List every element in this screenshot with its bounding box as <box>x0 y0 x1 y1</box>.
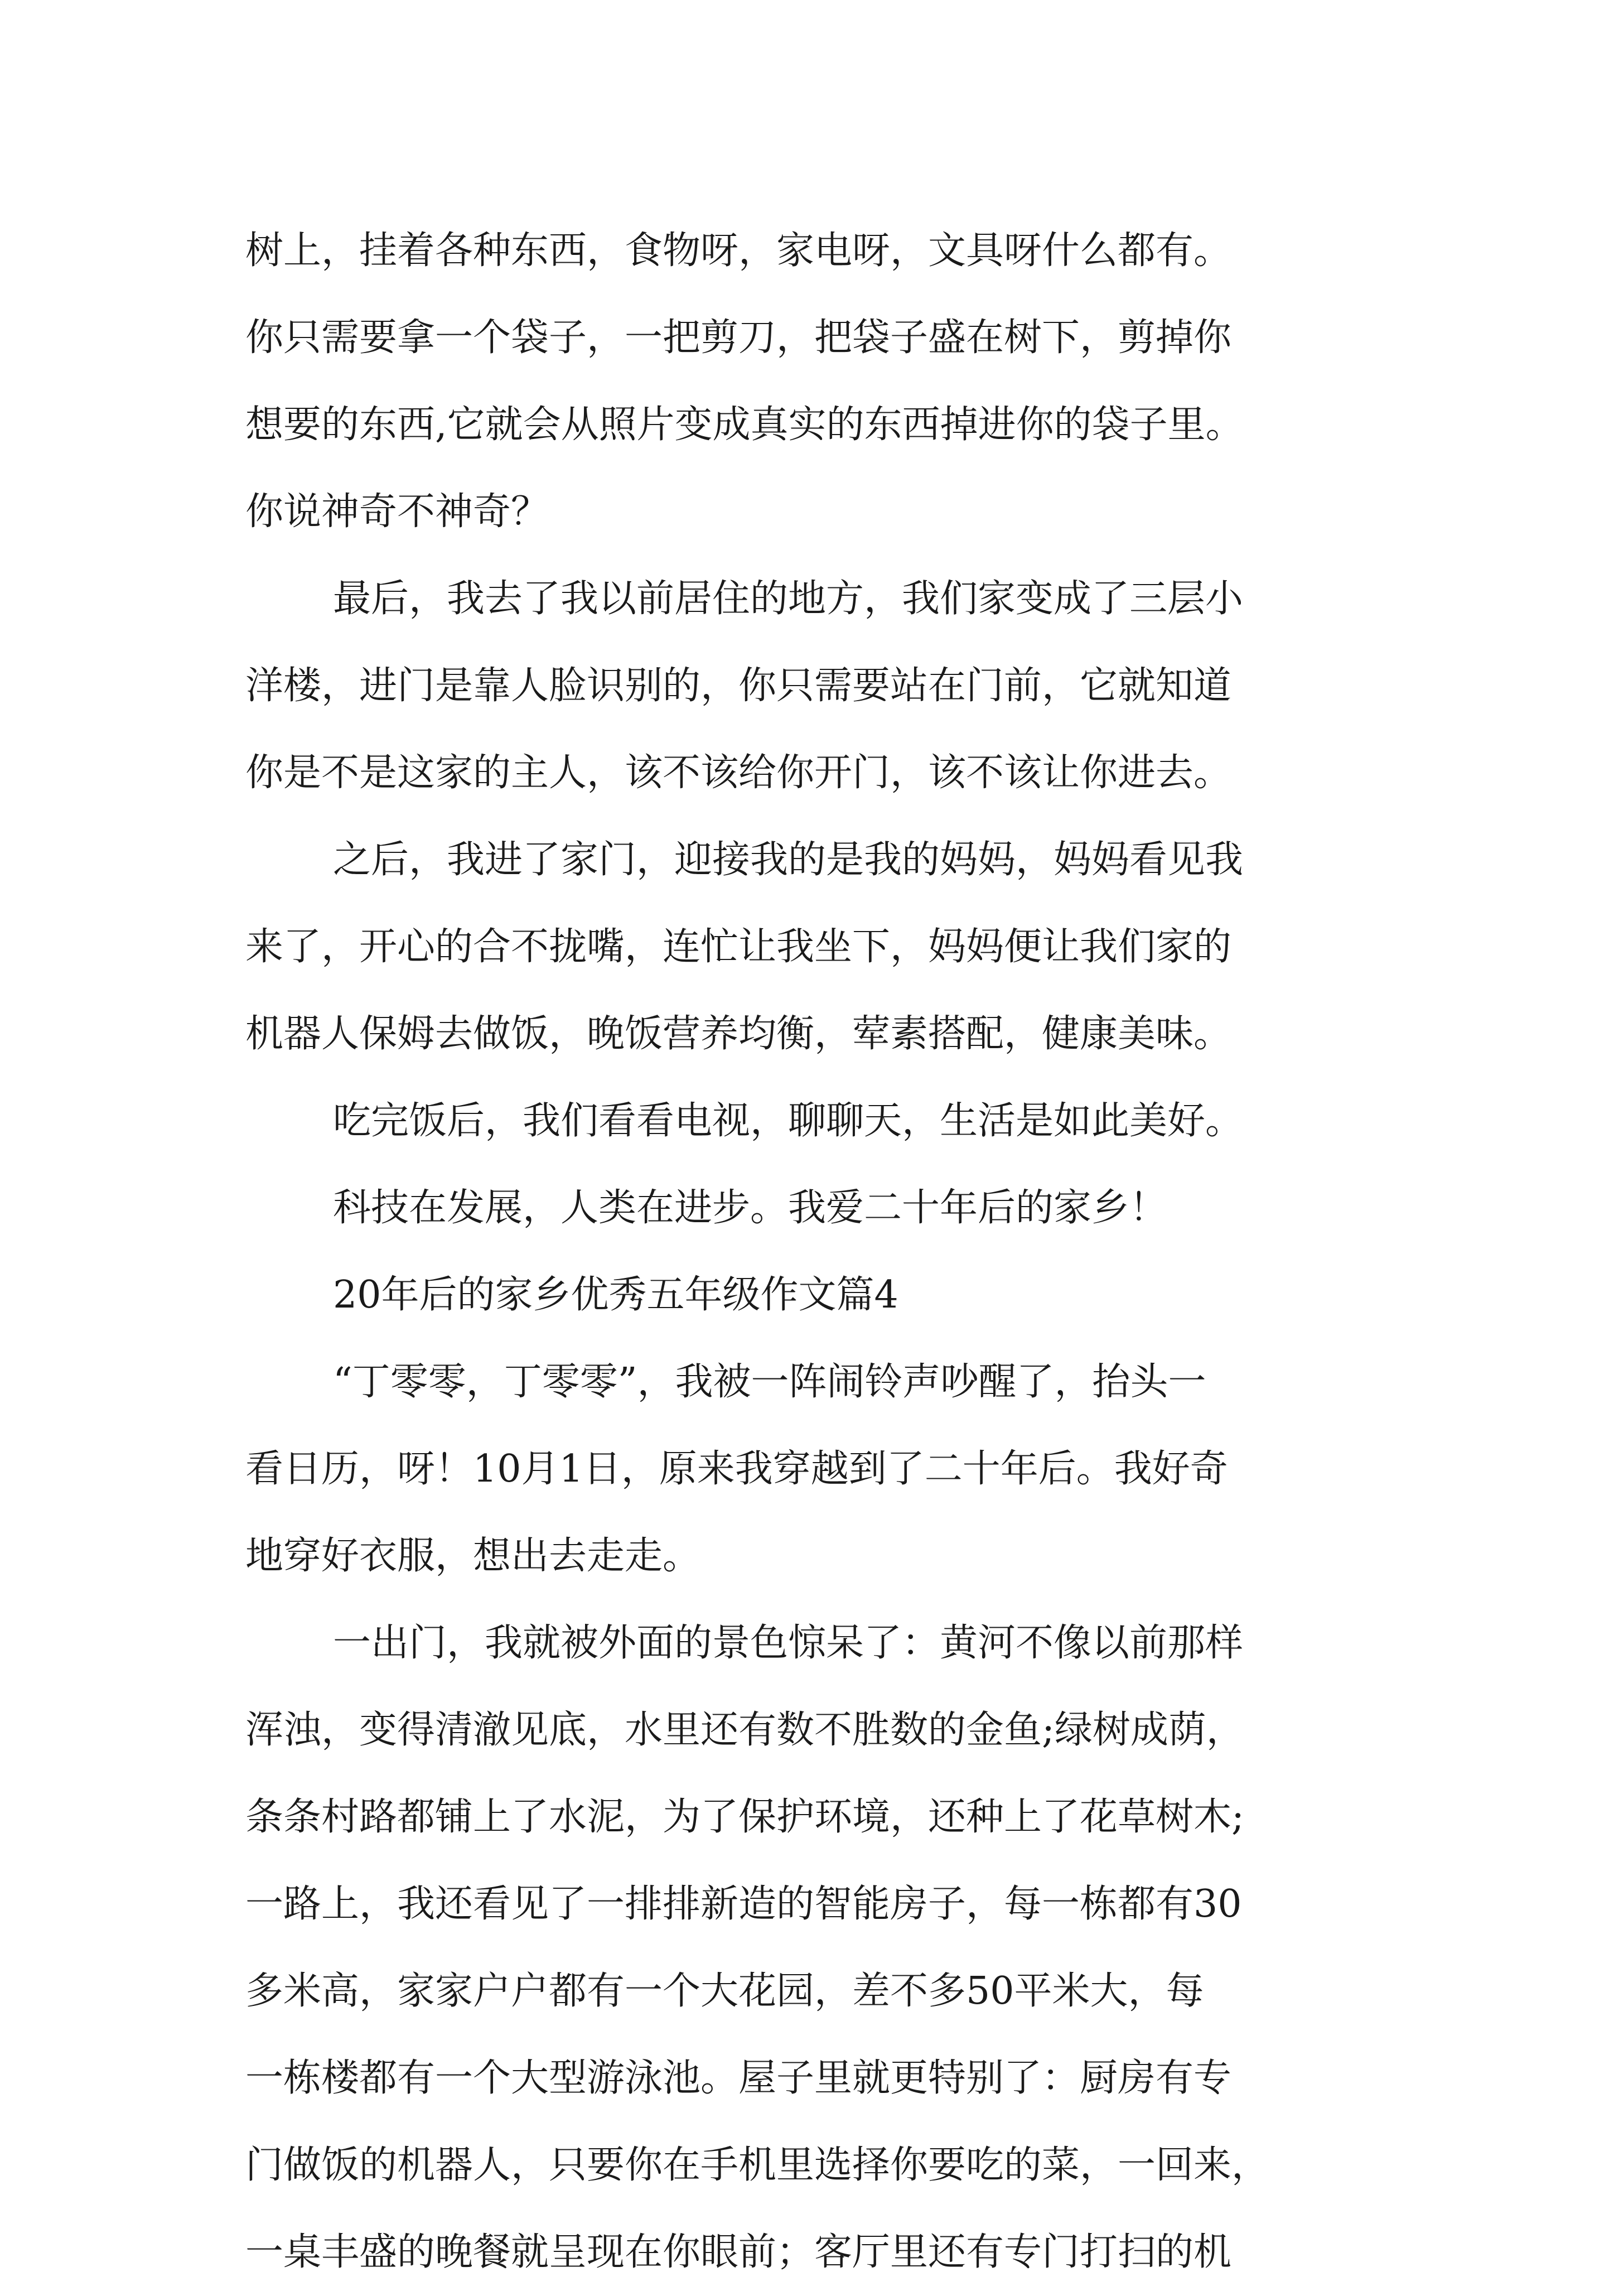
paragraph-start-line: 科技在发展，人类在进步。我爱二十年后的家乡！ <box>333 1186 1168 1230</box>
text-line: 一路上，我还看见了一排排新造的智能房子，每一栋都有30 <box>245 1882 1242 1926</box>
text-line: 门做饭的机器人，只要你在手机里选择你要吃的菜，一回来， <box>245 2143 1270 2187</box>
paragraph-start-line: 之后，我进了家门，迎接我的是我的妈妈，妈妈看见我 <box>333 838 1244 882</box>
text-line: 来了，开心的合不拢嘴，连忙让我坐下，妈妈便让我们家的 <box>245 925 1232 969</box>
text-line: 一栋楼都有一个大型游泳池。屋子里就更特别了：厨房有专 <box>245 2056 1232 2100</box>
text-line: 浑浊，变得清澈见底，水里还有数不胜数的金鱼;绿树成荫， <box>245 1708 1244 1752</box>
paragraph-start-line: 一出门，我就被外面的景色惊呆了：黄河不像以前那样 <box>333 1621 1244 1665</box>
text-line: 条条村路都铺上了水泥，为了保护环境，还种上了花草树木; <box>245 1795 1244 1839</box>
document-body <box>245 208 1428 2296</box>
section-heading: 20年后的家乡优秀五年级作文篇4 <box>333 1273 898 1317</box>
paragraph-start-line: 吃完饭后，我们看看电视，聊聊天，生活是如此美好。 <box>333 1099 1244 1143</box>
text-line: 看日历，呀！10月1日，原来我穿越到了二十年后。我好奇 <box>245 1447 1228 1491</box>
text-line: 你只需要拿一个袋子，一把剪刀，把袋子盛在树下，剪掉你 <box>245 316 1232 360</box>
text-line: 洋楼，进门是靠人脸识别的，你只需要站在门前，它就知道 <box>245 664 1232 708</box>
text-line: 你是不是这家的主人，该不该给你开门，该不该让你进去。 <box>245 751 1232 795</box>
text-line: 想要的东西,它就会从照片变成真实的东西掉进你的袋子里。 <box>245 403 1244 447</box>
text-line: 地穿好衣服，想出去走走。 <box>245 1534 701 1578</box>
text-line: 多米高，家家户户都有一个大花园，差不多50平米大，每 <box>245 1969 1204 2013</box>
text-line: 机器人保姆去做饭，晚饭营养均衡，荤素搭配，健康美味。 <box>245 1012 1232 1056</box>
text-line: 一桌丰盛的晚餐就呈现在你眼前；客厅里还有专门打扫的机 <box>245 2230 1232 2274</box>
paragraph-start-line: 最后，我去了我以前居住的地方，我们家变成了三层小 <box>333 577 1244 621</box>
text-line: 树上，挂着各种东西，食物呀，家电呀，文具呀什么都有。 <box>245 229 1232 273</box>
paragraph-start-line: “丁零零，丁零零”，我被一阵闹铃声吵醒了，抬头一 <box>333 1360 1206 1404</box>
text-line: 你说神奇不神奇？ <box>245 490 549 534</box>
